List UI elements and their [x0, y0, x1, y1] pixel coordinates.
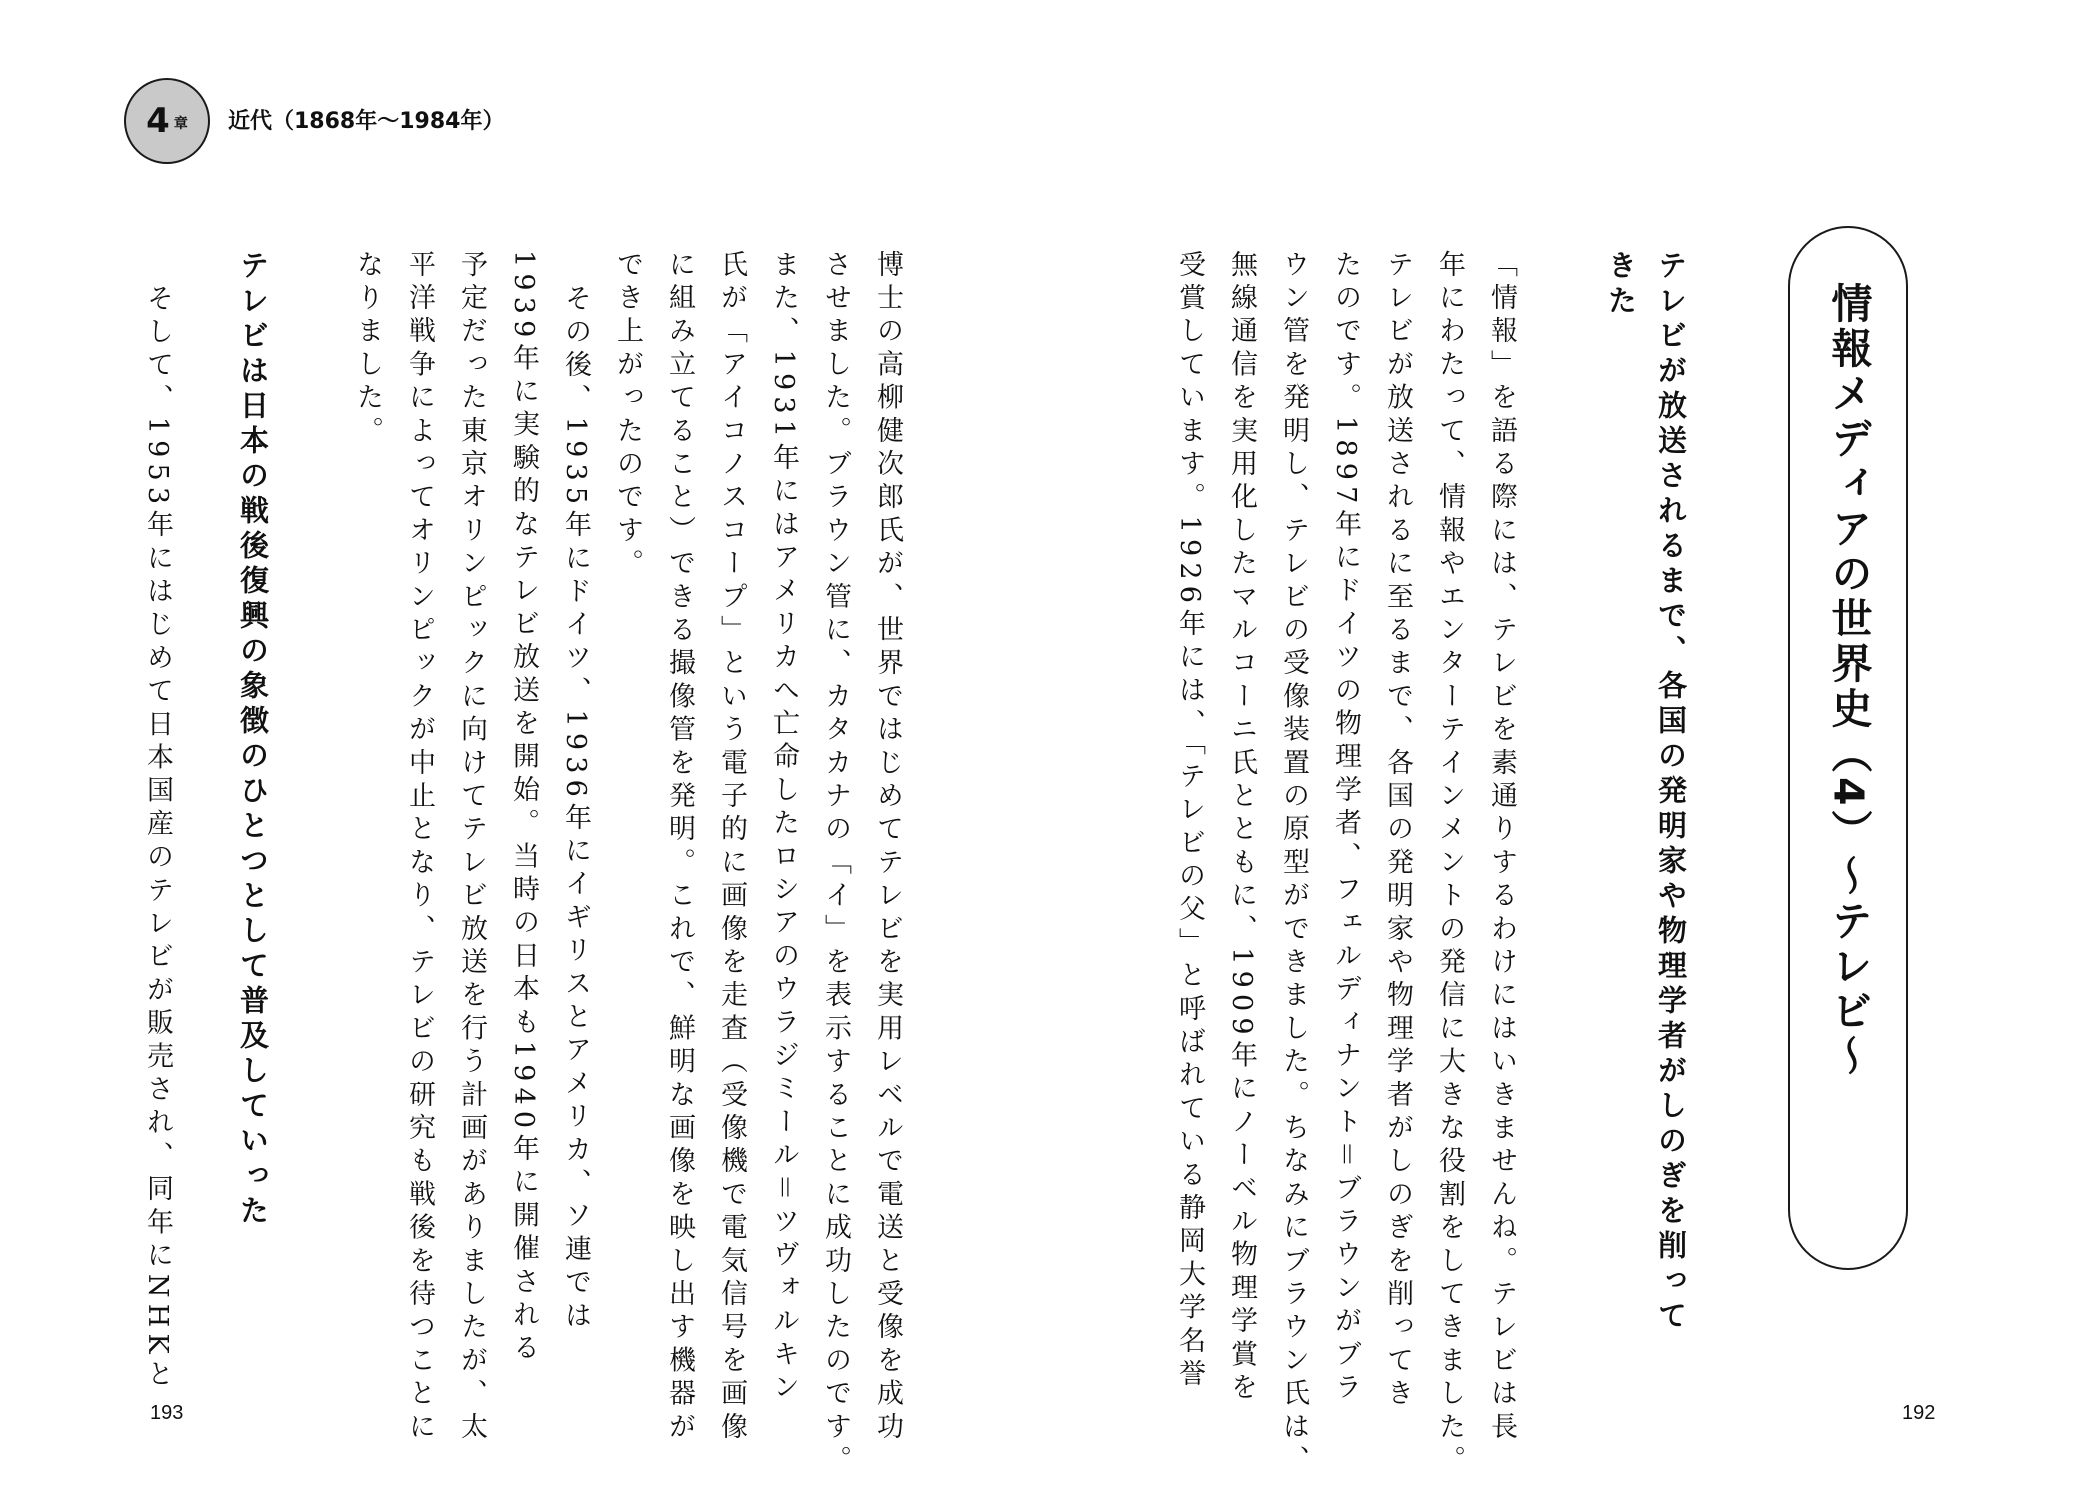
left-body-line: 予定だった東京オリンピックに向けてテレビ放送を行う計画がありましたが、太	[456, 250, 487, 1446]
left-body-line: 1939年に実験的なテレビ放送を開始。当時の日本も1940年に開催される	[508, 250, 539, 1367]
right-body-line: 年にわたって、情報やエンターテインメントの発信に大きな役割をしてきました。	[1434, 250, 1465, 1479]
right-body-line: たのです。1897年にドイツの物理学者、フェルディナント＝ブラウンがブラ	[1330, 250, 1361, 1406]
right-body-line: 受賞しています。1926年には、「テレビの父」と呼ばれている静岡大学名誉	[1174, 250, 1205, 1393]
chapter-number: 4	[146, 101, 170, 141]
chapter-title: 近代（1868年～1984年）	[228, 109, 505, 134]
left-body-line: に組み立てること）できる撮像管を発明。これで、鮮明な画像を映し出す機器が	[664, 250, 695, 1446]
chapter-suffix: 章	[173, 116, 188, 132]
left-body-line: なりました。	[352, 250, 383, 450]
right-heading-line: テレビが放送されるまで、各国の発明家や物理学者がしのぎを削って	[1654, 250, 1688, 1335]
left-body-line: 氏が「アイコノスコープ」という電子的に画像を走査（受像機で電気信号を画像	[716, 250, 747, 1446]
left-body-line: 平洋戦争によってオリンピックが中止となり、テレビの研究も戦後を待つことに	[404, 250, 435, 1446]
left-body-line: させました。ブラウン管に、カタカナの「イ」を表示することに成功したのです。	[820, 250, 851, 1479]
right-heading-line: きた	[1604, 250, 1638, 320]
page-number-left: 193	[150, 1402, 184, 1424]
right-body-line: 「情報」を語る際には、テレビを素通りするわけにはいきませんね。テレビは長	[1486, 250, 1517, 1446]
right-body-line: テレビが放送されるに至るまで、各国の発明家や物理学者がしのぎを削ってき	[1382, 250, 1413, 1412]
left-heading: テレビは日本の戦後復興の象徴のひとつとして普及していった	[236, 250, 270, 1230]
page-number-right: 192	[1902, 1402, 1936, 1424]
left-body-line: 博士の高柳健次郎氏が、世界ではじめてテレビを実用レベルで電送と受像を成功	[872, 250, 903, 1446]
section-title: 情報メディアの世界史（4）～テレビ～	[1824, 282, 1873, 1080]
section-title-box	[1788, 226, 1908, 1270]
chapter-badge	[124, 78, 210, 164]
right-body-line: 無線通信を実用化したマルコーニ氏とともに、1909年にノーベル物理学賞を	[1226, 250, 1257, 1406]
left-body-line: でき上がったのです。	[612, 250, 643, 582]
left-body-line: その後、1935年にドイツ、1936年にイギリスとアメリカ、ソ連では	[560, 284, 591, 1335]
right-body-line: ウン管を発明し、テレビの受像装置の原型ができました。ちなみにブラウン氏は、	[1278, 250, 1309, 1479]
left-body-line: そして、1953年にはじめて日本国産のテレビが販売され、同年にNHKと	[142, 284, 173, 1394]
left-body-line: また、1931年にはアメリカへ亡命したロシアのウラジミール＝ツヴォルキン	[768, 250, 799, 1406]
